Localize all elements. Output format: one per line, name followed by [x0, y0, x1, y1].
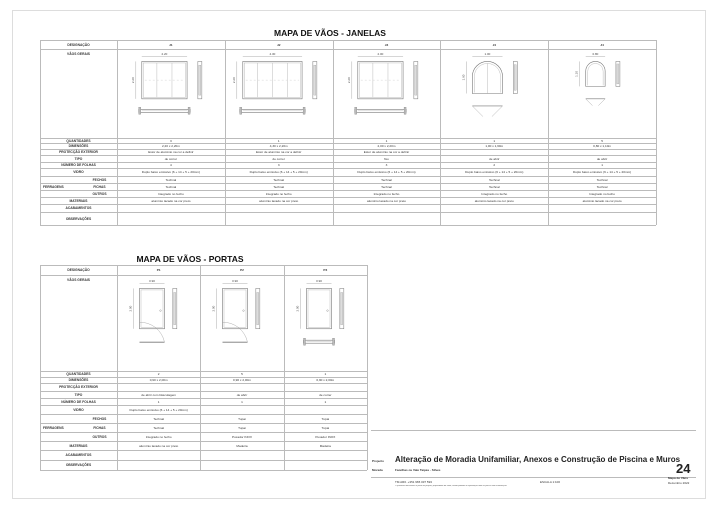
frame [223, 288, 248, 328]
cell-materials: alumínio lacado na cor preto [366, 198, 407, 203]
row-line [40, 40, 656, 41]
width-dimension: 0.90 [149, 278, 155, 283]
cell-latches: Technal [165, 177, 177, 182]
cell-glass: Duplo baixo emissivo (6 + 14 + 5 + 20mm) [249, 170, 308, 174]
windows-title: MAPA DE VÃOS - JANELAS [274, 28, 386, 38]
row-line [40, 212, 656, 213]
date: Dezembro 2022 [668, 481, 690, 485]
height-dimension: 2.00 [128, 305, 133, 312]
height-dimension: 1.60 [461, 74, 466, 81]
cell-protection: Estor de alumínio na cor a definir [148, 150, 194, 154]
cell-dims: 1,00 x 1,60m [485, 144, 504, 148]
row-label: ACABAMENTOS [65, 453, 92, 457]
cell-hinges: Tupai [238, 425, 246, 430]
inner-frame [141, 290, 163, 327]
elevation-drawing [225, 49, 333, 138]
row-label: OBSERVAÇÕES [65, 463, 92, 467]
cell-leaves: 1 [157, 399, 160, 404]
cell-materials: alumínio lacado na cor preto [474, 198, 514, 203]
side-section-glass [340, 292, 342, 324]
cell-type: de abrir [596, 156, 608, 161]
cell-leaves: 2 [493, 163, 496, 167]
doors-title: MAPA DE VÃOS - PORTAS [136, 254, 244, 264]
row-line [40, 432, 367, 433]
cell-glass: Duplo baixo emissivo (6 + 14 + 5 + 20mm) [465, 170, 524, 174]
row-line [40, 470, 367, 471]
column-id: J2 [276, 42, 281, 47]
elevation-drawing [284, 275, 367, 371]
side-section-glass [314, 65, 316, 95]
column-id: J1 [169, 42, 173, 47]
handle [243, 310, 245, 312]
row-label: OUTROS [92, 434, 107, 439]
plan-jamb [332, 338, 334, 345]
row-label: DIMENSÕES [68, 378, 89, 382]
sheet-number: 24 [676, 461, 691, 476]
cell-dims: 0,90 x 2,00m [149, 378, 168, 382]
plan-jamb [139, 107, 141, 114]
cell-protection: Estor de alumínio na cor a definir [255, 150, 302, 154]
cell-glass: Duplo baixo emissivo (6 + 14 + 5 + 20mm) [357, 170, 416, 174]
cell-materials: Madeira [236, 443, 248, 448]
column-id: J4 [600, 42, 604, 47]
cell-materials: alumínio lacado na cor preto [582, 198, 622, 203]
plan-jamb [354, 107, 356, 114]
width-dimension: 1.00 [484, 51, 491, 56]
side-section-glass [414, 65, 416, 95]
height-dimension: 2.00 [211, 305, 216, 312]
cell-leaves: 1 [241, 399, 243, 404]
cell-qty: 3 [170, 138, 172, 143]
column-id: J4 [492, 42, 497, 47]
cell-type: de abrir com bâsculagem [141, 392, 177, 397]
ferragens-label: FERRAGENS [43, 184, 64, 189]
width-dimension: 0.80 [592, 51, 599, 56]
frame [306, 288, 331, 328]
plan-jamb [404, 107, 406, 114]
width-dimension: 2.20 [161, 51, 168, 56]
cell-others: Puxador INOX [232, 434, 252, 439]
cell-glass: Duplo baixo emissivo (6 + 14 + 5 + 20mm) [129, 407, 188, 412]
cell-type: de correr [164, 156, 178, 161]
project-title: Alteração de Moradia Unifamiliar, Anexos e Construção de Piscina e Muros [395, 455, 681, 464]
inner-frame [588, 63, 603, 85]
contact: TM.AR0. +351 965 037 593 [395, 480, 432, 484]
cell-latches: Tupai [321, 416, 330, 421]
height-dimension: 2.00 [295, 305, 300, 312]
row-label: FECHOS [92, 177, 107, 182]
frame [140, 288, 165, 328]
row-line [40, 414, 367, 415]
cell-latches: Tupai [238, 416, 246, 421]
inner-frame [308, 290, 330, 327]
row-line [40, 204, 656, 205]
cell-qty: 1 [324, 372, 327, 376]
row-label: NÚMERO DE FOLHAS [61, 399, 96, 404]
row-line [40, 405, 367, 406]
scale: ESCALA 1:100 [540, 480, 561, 484]
cell-materials: alumínio lacado na cor preto [151, 198, 191, 203]
sheet-name: Mapa de Vãos [668, 476, 689, 480]
row-label: VÃOS GERAIS [67, 52, 90, 56]
cell-others: Integrado no fecho [265, 191, 292, 196]
row-label: DESIGNAÇÃO [67, 268, 90, 272]
row-label: FECHOS [92, 416, 107, 421]
cell-dims: 0,80 x 1,10m [593, 144, 612, 148]
cell-type: de correr [272, 156, 285, 161]
cell-glass: Duplo baixo emissivo (6 + 14 + 5 + 20mm) [572, 170, 632, 174]
handle [160, 310, 162, 312]
row-label: TIPO [74, 156, 83, 161]
row-label: OUTROS [92, 191, 107, 196]
cell-leaves: 1 [324, 399, 327, 404]
cell-qty: 1 [277, 138, 280, 143]
height-dimension: 1.10 [574, 70, 579, 77]
side-section-glass [174, 292, 176, 324]
cell-dims: 0,90 x 2,00m [233, 378, 251, 382]
cell-dims: 2,00 x 2,20m [377, 144, 396, 148]
row-line [40, 423, 367, 424]
row-label: PROTECÇÃO EXTERIOR [59, 150, 98, 154]
row-label: TIPO [74, 392, 83, 397]
cell-qty: 2 [157, 372, 160, 376]
cell-leaves: 3 [385, 163, 388, 167]
row-label: FICHAS [93, 184, 106, 189]
door-swing [140, 322, 165, 342]
project-label: Projecto [372, 459, 385, 463]
row-line [40, 265, 367, 266]
row-label: OBSERVAÇÕES [65, 216, 92, 221]
cell-type: de correr [319, 392, 332, 397]
cell-others: Integrado no fecho [157, 191, 184, 196]
cell-glass: Duplo baixo emissivo (6 + 14 + 5 + 20mm) [141, 170, 200, 174]
inner-frame [224, 290, 246, 327]
cell-latches: Technal [488, 177, 500, 182]
cell-latches: Technal [273, 177, 285, 182]
row-line [40, 225, 656, 226]
width-dimension: 0.90 [315, 278, 322, 283]
leaf-swing [473, 106, 503, 117]
row-line [40, 168, 656, 169]
cell-hinges: Technal [153, 425, 164, 430]
cell-qty: 5 [241, 372, 243, 376]
row-line [40, 450, 367, 451]
elevation-drawing [440, 49, 548, 138]
column-id: P2 [240, 268, 244, 272]
cell-qty: 1 [385, 138, 388, 143]
elevation-drawing [333, 49, 441, 138]
width-dimension: 2.00 [377, 51, 383, 56]
row-label: QUANTIDADES [66, 138, 91, 143]
row-label: DESIGNAÇÃO [67, 42, 90, 47]
cell-others: Puxador INOX [315, 434, 336, 439]
height-dimension: 2.20 [346, 77, 351, 84]
row-label: VIDRO [73, 407, 84, 412]
plan-jamb [303, 107, 305, 114]
cell-materials: alumínio lacado na cor preto [139, 443, 179, 448]
frame [357, 61, 402, 98]
row-line [40, 441, 367, 442]
col-line [656, 40, 657, 225]
row-label: MATERIAIS [69, 443, 88, 448]
elevation-drawing [117, 49, 225, 138]
cell-leaves: 1 [601, 163, 603, 167]
cell-hinges: Technal [596, 184, 608, 189]
cell-type: fixo [384, 156, 389, 161]
height-dimension: 2.20 [130, 77, 135, 84]
row-label: PROTECÇÃO EXTERIOR [59, 385, 98, 389]
cell-dims: 0,90 x 2,00m [316, 378, 335, 382]
column-id: J3 [384, 42, 389, 47]
col-line [367, 265, 368, 470]
col-line [40, 40, 41, 225]
cell-others: Integrado no fecho [589, 191, 615, 196]
col-line [40, 265, 41, 470]
elevation-drawing [117, 275, 200, 371]
cell-hinges: Technal [273, 184, 285, 189]
row-line [40, 383, 367, 384]
height-dimension: 2.20 [231, 77, 236, 84]
width-dimension: 0.90 [232, 278, 239, 283]
plan-jamb [303, 338, 305, 345]
row-line [40, 460, 367, 461]
cell-materials: alumínio lacado na cor preto [259, 198, 299, 203]
cell-others: Integrado no fecho [145, 434, 172, 439]
cell-latches: Technal [381, 177, 392, 182]
row-label: ACABAMENTOS [65, 206, 92, 210]
row-label: MATERIAIS [69, 198, 88, 203]
plan-jamb [188, 107, 190, 114]
cell-others: Integrado no fecho [481, 191, 508, 196]
cell-protection: Estor de alumínio na cor a definir [363, 150, 410, 154]
site-label: Morada [372, 468, 383, 472]
door-swing [223, 322, 248, 342]
cell-type: de abrir [489, 156, 500, 161]
plan-jamb [240, 107, 242, 114]
row-label: NÚMERO DE FOLHAS [61, 163, 96, 167]
width-dimension: 4.30 [269, 51, 276, 56]
side-section-glass [199, 65, 201, 95]
row-label: VIDRO [73, 170, 84, 174]
row-label: QUANTIDADES [66, 372, 91, 376]
elevation-drawing [200, 275, 283, 371]
cell-hinges: Tupai [321, 425, 330, 430]
cell-leaves: 4 [170, 163, 172, 167]
footnote: O presente documento é parte do projeto, propriedade do autor, sendo proibida a reprodução total ou parcial sem autorização. [395, 485, 508, 487]
cell-qty: 1 [493, 138, 496, 143]
cell-hinges: Technal [165, 184, 177, 189]
side-section-glass [515, 65, 517, 91]
site: Fazelhas ou Vale Taipas - Silves [395, 468, 441, 472]
cell-type: de abrir [236, 392, 248, 397]
frame [586, 61, 605, 86]
leaf-swing [586, 99, 605, 106]
ferragens-label: FERRAGENS [43, 425, 64, 430]
cell-qty: 5 [601, 138, 603, 143]
handle [326, 310, 328, 312]
cell-latches: Technal [153, 416, 164, 421]
row-label: FICHAS [93, 425, 106, 430]
elevation-drawing [548, 49, 656, 138]
cell-hinges: Technal [488, 184, 500, 189]
cell-dims: 2,20 x 2,20m [161, 144, 180, 148]
column-id: P1 [156, 268, 161, 272]
row-label: VÃOS GERAIS [67, 278, 90, 282]
row-label: DIMENSÕES [68, 144, 89, 148]
cell-leaves: 3 [277, 163, 280, 167]
frame [142, 61, 187, 98]
cell-latches: Technal [596, 177, 608, 182]
cell-hinges: Technal [381, 184, 392, 189]
side-section-glass [617, 64, 619, 84]
cell-dims: 4,30 x 2,20m [269, 144, 288, 148]
side-section-glass [257, 292, 259, 324]
cell-materials: Madeira [319, 443, 331, 448]
cell-others: Integrado no fecho [373, 191, 400, 196]
column-id: P3 [323, 268, 328, 272]
